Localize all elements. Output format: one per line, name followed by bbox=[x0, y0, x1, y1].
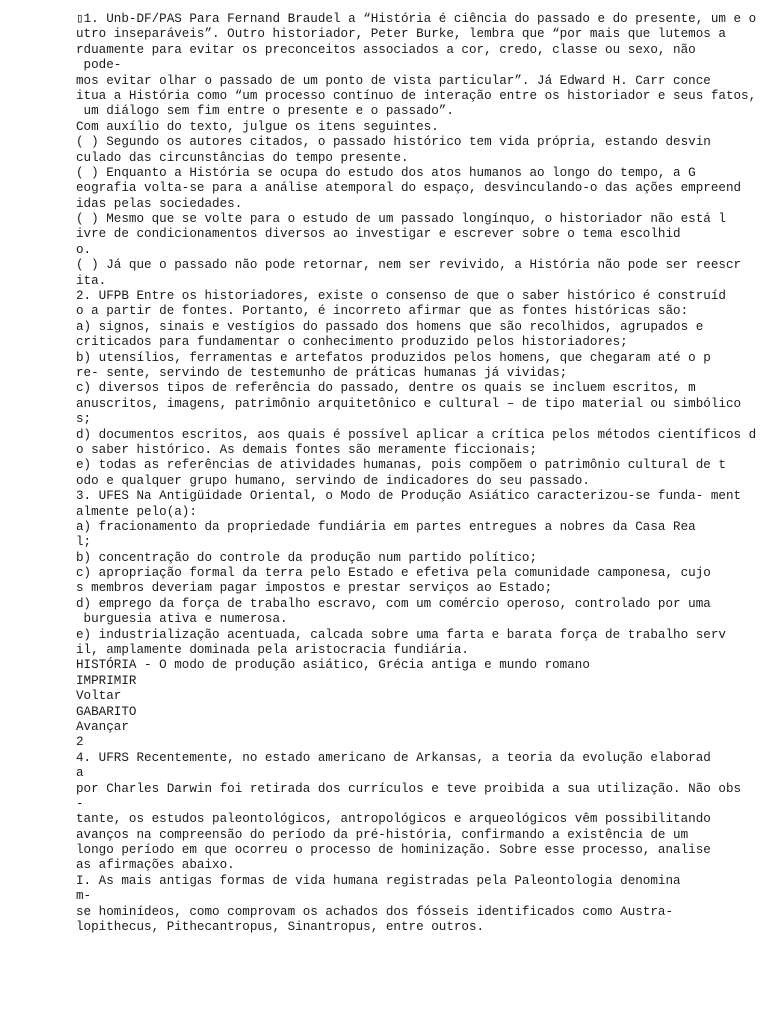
text-line: anuscritos, imagens, patrimônio arquitetônico e cultural – de tipo material ou simbólico bbox=[76, 396, 742, 411]
text-line: ( ) Já que o passado não pode retornar, nem ser revivido, a História não pode ser reescr bbox=[76, 258, 742, 273]
text-line: as afirmações abaixo. bbox=[76, 858, 235, 873]
text-line: Com auxílio do texto, julgue os itens seguintes. bbox=[76, 119, 439, 134]
text-line: ( ) Segundo os autores citados, o passado histórico tem vida própria, estando desvin bbox=[76, 135, 711, 150]
nav-link-gabarito[interactable]: GABARITO bbox=[76, 704, 137, 719]
text-line: ( ) Mesmo que se volte para o estudo de um passado longínquo, o historiador não está l bbox=[76, 212, 726, 227]
text-line: se hominídeos, como comprovam os achados dos fósseis identificados como Austra- bbox=[76, 904, 674, 919]
text-line: avanços na compreensão do período da pré-história, confirmando a existência de um bbox=[76, 827, 689, 842]
text-line: a) fracionamento da propriedade fundiária em partes entregues a nobres da Casa Rea bbox=[76, 519, 696, 534]
text-line: re- sente, servindo de testemunho de práticas humanas já vividas; bbox=[76, 365, 568, 380]
text-line: pode- bbox=[76, 58, 122, 73]
document-text bbox=[76, 12, 760, 935]
nav-link-avancar[interactable]: Avançar bbox=[76, 719, 129, 734]
page-number: 2 bbox=[76, 735, 84, 750]
nav-link-voltar[interactable]: Voltar bbox=[76, 689, 122, 704]
text-line: um diálogo sem fim entre o presente e o passado”. bbox=[76, 104, 454, 119]
text-line: o saber histórico. As demais fontes são meramente ficcionais; bbox=[76, 442, 538, 457]
text-line: ▯1. Unb-DF/PAS Para Fernand Braudel a “História é ciência do passado e do presente, um e o bbox=[76, 12, 757, 26]
text-line: m- bbox=[76, 889, 92, 904]
text-line: d) documentos escritos, aos quais é possível aplicar a crítica pelos métodos científicos d bbox=[76, 427, 757, 442]
text-line: almente pelo(a): bbox=[76, 504, 197, 519]
text-line: idas pelas sociedades. bbox=[76, 196, 243, 211]
text-line: s; bbox=[76, 412, 92, 427]
text-line: 2. UFPB Entre os historiadores, existe o consenso de que o saber histórico é construíd bbox=[76, 289, 726, 304]
text-line: criticados para fundamentar o conhecimento produzido pelos historiadores; bbox=[76, 335, 628, 350]
text-line: burguesia ativa e numerosa. bbox=[76, 612, 288, 627]
text-line: 3. UFES Na Antigüidade Oriental, o Modo de Produção Asiático caracterizou-se funda- ment bbox=[76, 489, 742, 504]
text-line: por Charles Darwin foi retirada dos currículos e teve proibida a sua utilização. Não obs bbox=[76, 781, 742, 796]
text-line: e) industrialização acentuada, calcada sobre uma farta e barata força de trabalho serv bbox=[76, 627, 726, 642]
text-line: eografia volta-se para a análise atemporal do espaço, desvinculando-o das ações empreend bbox=[76, 181, 742, 196]
text-line: tante, os estudos paleontológicos, antropológicos e arqueológicos vêm possibilitando bbox=[76, 812, 711, 827]
text-line: odo e qualquer grupo humano, servindo de indicadores do seu passado. bbox=[76, 473, 590, 488]
text-line: c) apropriação formal da terra pelo Estado e efetiva pela comunidade camponesa, cujo bbox=[76, 566, 711, 581]
text-line: b) utensílios, ferramentas e artefatos produzidos pelos homens, que chegaram até o p bbox=[76, 350, 711, 365]
text-line: d) emprego da força de trabalho escravo, com um comércio operoso, controlado por uma bbox=[76, 596, 711, 611]
text-line: ( ) Enquanto a História se ocupa do estudo dos atos humanos ao longo do tempo, a G bbox=[76, 165, 696, 180]
text-line: itua a História como “um processo contínuo de interação entre os historiador e seus fatos, bbox=[76, 88, 757, 103]
text-line: a) signos, sinais e vestígios do passado dos homens que são recolhidos, agrupados e bbox=[76, 319, 704, 334]
text-line: s membros deveriam pagar impostos e prestar serviços ao Estado; bbox=[76, 581, 553, 596]
text-line: HISTÓRIA - O modo de produção asiático, Grécia antiga e mundo romano bbox=[76, 658, 590, 673]
text-line: c) diversos tipos de referência do passado, dentre os quais se incluem escritos, m bbox=[76, 381, 696, 396]
text-line: culado das circunstâncias do tempo presente. bbox=[76, 150, 409, 165]
text-line: longo período em que ocorreu o processo de hominização. Sobre esse processo, analise bbox=[76, 843, 711, 858]
text-line: I. As mais antigas formas de vida humana registradas pela Paleontologia denomina bbox=[76, 873, 681, 888]
text-line: e) todas as referências de atividades humanas, pois compõem o patrimônio cultural de t bbox=[76, 458, 726, 473]
text-line: o. bbox=[76, 242, 92, 257]
text-line: rduamente para evitar os preconceitos associados a cor, credo, classe ou sexo, não bbox=[76, 42, 696, 57]
text-line: ivre de condicionamentos diversos ao investigar e escrever sobre o tema escolhid bbox=[76, 227, 681, 242]
text-line: 4. UFRS Recentemente, no estado americano de Arkansas, a teoria da evolução elaborad bbox=[76, 750, 711, 765]
text-line: o a partir de fontes. Portanto, é incorreto afirmar que as fontes históricas são: bbox=[76, 304, 689, 319]
text-line: il, amplamente dominada pela aristocracia fundiária. bbox=[76, 643, 469, 658]
text-line: l; bbox=[76, 535, 92, 550]
text-line: mos evitar olhar o passado de um ponto de vista particular”. Já Edward H. Carr conce bbox=[76, 73, 711, 88]
text-line: lopithecus, Pithecantropus, Sinantropus, entre outros. bbox=[76, 920, 485, 935]
nav-link-imprimir[interactable]: IMPRIMIR bbox=[76, 673, 137, 688]
text-line: utro inseparáveis”. Outro historiador, Peter Burke, lembra que “por mais que lutemos a bbox=[76, 27, 726, 42]
text-line: a bbox=[76, 766, 84, 781]
text-line: b) concentração do controle da produção num partido político; bbox=[76, 550, 538, 565]
text-line: - bbox=[76, 796, 84, 811]
text-line: ita. bbox=[76, 273, 107, 288]
